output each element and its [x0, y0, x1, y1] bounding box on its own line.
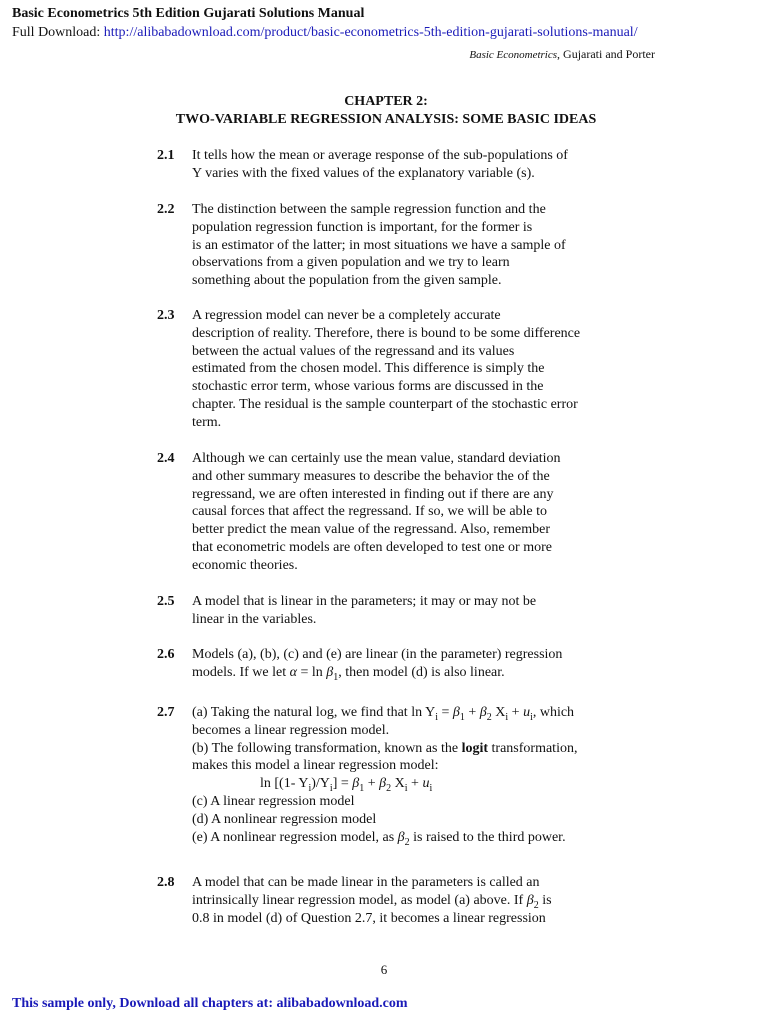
chapter-number: CHAPTER 2: — [344, 94, 428, 109]
answer-line: chapter. The residual is the sample counterpart of the stochastic error — [192, 396, 578, 412]
answer-line: 0.8 in model (d) of Question 2.7, it becomes a linear regression — [192, 910, 546, 926]
subscript: i — [329, 782, 333, 794]
answer-line: and other summary measures to describe the behavior the of the — [192, 468, 550, 484]
text-fragment: X — [491, 705, 506, 720]
answer-line-e — [192, 829, 627, 847]
answer-line: regressand, we are often interested in finding out if there are any — [192, 486, 554, 502]
answer-line: term. — [192, 414, 222, 430]
text-fragment: (a) Taking the natural log, we find that ln Y — [192, 705, 436, 720]
question-number: 2.7 — [157, 705, 175, 720]
answer-line: Models (a), (b), (c) and (e) are linear (in the parameter) regression — [192, 647, 563, 662]
text-fragment: + — [508, 705, 524, 720]
subscript: i — [435, 711, 438, 723]
answer-line-a — [192, 704, 627, 722]
text-fragment: is — [538, 892, 552, 908]
subscript: 1 — [333, 671, 339, 683]
subscript: i — [530, 711, 533, 723]
question-2-2 — [157, 201, 627, 290]
chapter-title: TWO-VARIABLE REGRESSION ANALYSIS: SOME BASIC IDEAS — [175, 112, 597, 127]
question-2-4 — [157, 450, 627, 575]
answer-line: stochastic error term, whose various forms are discussed in the — [192, 379, 544, 395]
answer-line: observations from a given population and we try to learn — [192, 255, 510, 271]
beta-symbol: β — [326, 664, 334, 680]
text-fragment: )/Y — [311, 776, 330, 792]
answer-line: makes this model a linear regression model: — [192, 758, 439, 774]
document-title: Basic Econometrics 5th Edition Gujarati Solutions Manual — [12, 6, 365, 21]
question-2-1 — [157, 147, 627, 183]
text-fragment: + — [364, 776, 380, 792]
text-fragment: , then model (d) is also linear. — [338, 664, 505, 680]
text-fragment: models. If we let — [192, 664, 290, 680]
beta-symbol: β — [379, 776, 387, 792]
text-fragment: (e) A nonlinear regression model, as — [192, 829, 398, 845]
subscript: 1 — [459, 711, 465, 723]
subscript: 2 — [486, 711, 492, 723]
subscript: 1 — [359, 782, 365, 794]
subscript: i — [308, 782, 312, 794]
question-number: 2.2 — [157, 202, 175, 217]
alpha-symbol: α — [289, 664, 297, 680]
text-fragment: ] = — [332, 776, 353, 792]
answer-line: estimated from the chosen model. This difference is simply the — [192, 361, 545, 377]
beta-symbol: β — [526, 892, 534, 908]
answer-line — [192, 664, 627, 682]
answer-line: that econometric models are often developed to test one or more — [192, 539, 552, 555]
answer-line: economic theories. — [192, 557, 298, 573]
answer-line-b — [192, 740, 627, 758]
answer-line: causal forces that affect the regressand. If so, we will be able to — [192, 504, 548, 520]
question-2-3 — [157, 307, 627, 432]
answer-line — [192, 892, 627, 910]
question-number: 2.4 — [157, 451, 175, 466]
answer-line: something about the population from the given sample. — [192, 273, 502, 289]
footer-download-note[interactable]: This sample only, Download all chapters at: alibabadownload.com — [12, 996, 408, 1011]
question-2-7 — [157, 704, 627, 846]
logit-formula — [192, 775, 627, 793]
page-number: 6 — [380, 962, 388, 977]
subscript: i — [429, 782, 433, 794]
text-fragment: = — [437, 705, 453, 720]
text-fragment: is raised to the third power. — [409, 829, 566, 845]
subscript: i — [505, 711, 509, 723]
answer-line: The distinction between the sample regression function and the — [192, 202, 546, 217]
text-fragment: intrinsically linear regression model, as model (a) above. If — [192, 892, 527, 908]
answer-line: A model that is linear in the parameters; it may or may not be — [192, 594, 537, 609]
answer-line: It tells how the mean or average response of the sub-populations of — [192, 148, 568, 163]
book-title: Basic Econometrics — [469, 49, 558, 61]
answer-line: population regression function is important, for the former is — [192, 219, 533, 235]
logit-term: logit — [461, 740, 489, 756]
beta-symbol: β — [397, 829, 405, 845]
answer-line: linear in the variables. — [192, 611, 317, 627]
question-2-6 — [157, 646, 627, 682]
answer-line: A regression model can never be a completely accurate — [192, 308, 501, 323]
question-2-8 — [157, 874, 627, 927]
question-number: 2.8 — [157, 875, 175, 890]
text-fragment: X — [391, 776, 405, 792]
answer-line: (c) A linear regression model — [192, 793, 355, 809]
answer-line: is an estimator of the latter; in most situations we have a sample of — [192, 237, 566, 253]
answer-line: A model that can be made linear in the parameters is called an — [192, 875, 540, 890]
book-authors: , Gujarati and Porter — [557, 47, 655, 61]
question-number: 2.1 — [157, 148, 175, 163]
answer-line: Although we can certainly use the mean value, standard deviation — [192, 451, 561, 466]
question-2-5 — [157, 593, 627, 629]
answer-line: between the actual values of the regressand and its values — [192, 343, 515, 359]
answer-line: description of reality. Therefore, there is bound to be some difference — [192, 325, 581, 341]
question-number: 2.3 — [157, 308, 175, 323]
text-fragment: = ln — [296, 664, 327, 680]
subscript: 2 — [386, 782, 392, 794]
question-number: 2.6 — [157, 647, 175, 662]
text-fragment: transformation, — [488, 740, 578, 756]
running-header — [469, 46, 655, 63]
subscript: i — [404, 782, 408, 794]
text-fragment: + — [407, 776, 423, 792]
beta-symbol: β — [452, 705, 460, 720]
answer-line: Y varies with the fixed values of the explanatory variable (s). — [192, 165, 535, 181]
text-fragment: (b) The following transformation, known as the — [192, 740, 462, 756]
answer-line: becomes a linear regression model. — [192, 722, 390, 738]
answer-line: (d) A nonlinear regression model — [192, 811, 377, 827]
text-fragment: + — [464, 705, 480, 720]
text-fragment: ln [(1- Y — [260, 776, 309, 792]
download-line — [12, 24, 638, 42]
answer-line: better predict the mean value of the regressand. Also, remember — [192, 522, 551, 538]
download-label: Full Download: — [12, 25, 104, 40]
download-link[interactable]: http://alibabadownload.com/product/basic-econometrics-5th-edition-gujarati-solutions-manual/ — [103, 25, 638, 40]
beta-symbol: β — [352, 776, 360, 792]
question-number: 2.5 — [157, 594, 175, 609]
u-symbol: u — [422, 776, 430, 792]
beta-symbol: β — [479, 705, 487, 720]
u-symbol: u — [523, 705, 531, 720]
subscript: 2 — [533, 899, 539, 911]
text-fragment: , which — [532, 705, 575, 720]
subscript: 2 — [404, 836, 410, 848]
